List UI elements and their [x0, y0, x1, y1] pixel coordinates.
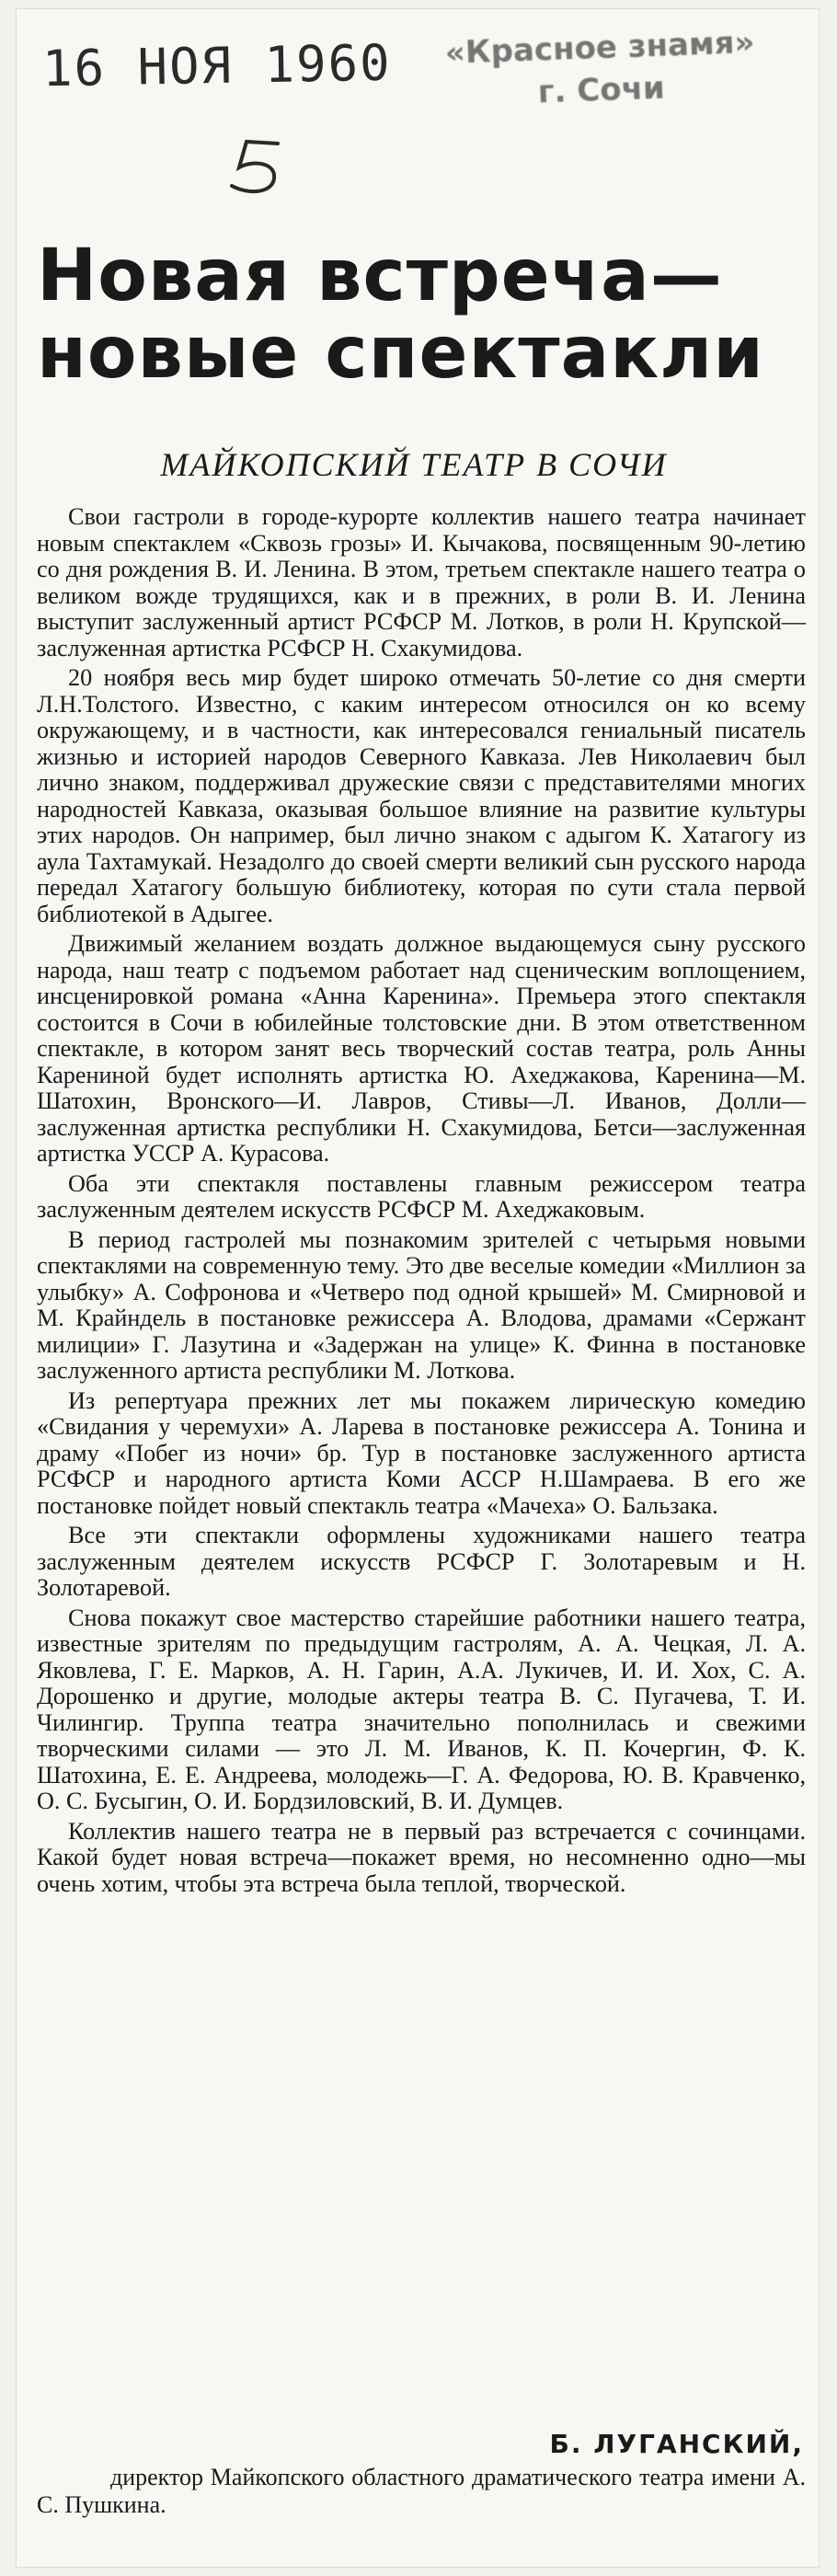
article-body — [37, 504, 806, 1901]
paragraph: Свои гастроли в городе-курорте коллектив нашего театра начинает новым спектаклем «Сквозь грозы» И. Кычакова, посвященным 90-летию со дня рождения В. И. Ленина. В этом, третьем спектакле нашего театра о великом вожде трудящихся, как и в прежних, в роли В. И. Ленина выступит заслуженный артист РСФСР М. Лотков, в роли Н. Крупской—заслуженная артистка РСФСР Н. Схакумидова. — [37, 503, 806, 661]
paragraph: Оба эти спектакля поставлены главным режиссером театра заслуженным деятелем искусств РСФСР М. Ахеджаковым. — [37, 1169, 806, 1223]
headline-line-1: Новая встреча— — [37, 235, 723, 317]
handwritten-mark-icon — [221, 136, 294, 201]
newspaper-name: «Красное знамя» — [444, 24, 756, 72]
paragraph: Движимый желанием воздать должное выдающемуся сыну русского народа, наш театр с подъемом работает над сценическим воплощением, инсценировкой романа «Анна Каренина». Премьера этого спектакля состоится в Сочи в юбилейные толстовские дни. В этом ответственном спектакле, в котором занят весь творческий состав театра, роль Анны Карениной будет исполнять артистка Ю. Ахеджакова, Каренина—М. Шатохин, Вронского—И. Лавров, Стивы—Л. Иванов, Долли—заслуженная артистка республики Н. Схакумидова, Бетси—заслуженная артистка УССР А. Курасова. — [37, 930, 806, 1167]
headline — [37, 235, 791, 395]
paragraph: Из репертуара прежних лет мы покажем лирическую комедию «Свидания у черемухи» А. Ларева в постановке режиссера А. Тонина и драму «Побег из ночи» бр. Тур в постановке заслуженного артиста РСФСР и народного артиста Коми АССР Н.Шамраева. В его же постановке пойдет новый спектакль театра «Мачеха» О. Бальзака. — [37, 1386, 806, 1519]
paragraph: Снова покажут свое мастерство старейшие работники нашего театра, известные зрителям по предыдущим гастролям, А. А. Чецкая, Л. А. Яковлева, Г. Е. Марков, А. Н. Гарин, А.А. Лукичев, И. И. Хох, С. А. Дорошенко и другие, молодые актеры театра В. С. Пугачева, Т. И. Чилингир. Труппа театра значительно пополнилась и свежими творческими силами — это Л. М. Иванов, К. П. Кочергин, Ф. К. Шатохина, Е. Е. Андреева, молодежь—Г. А. Федорова, Ю. В. Кравченко, О. С. Бусыгин, О. И. Бордзиловский, В. И. Думцев. — [37, 1604, 806, 1814]
paragraph: Коллектив нашего театра не в первый раз встречается с сочинцами. Какой будет новая встреча—покажет время, но несомненно одно—мы очень хотим, чтобы эта встреча была теплой, творческой. — [37, 1817, 806, 1897]
newspaper-city: г. Сочи — [537, 69, 666, 111]
subtitle: МАЙКОПСКИЙ ТЕАТР В СОЧИ — [160, 446, 668, 483]
paragraph: 20 ноября весь мир будет широко отмечать 50-летие со дня смерти Л.Н.Толстого. Известно, с каким интересом относился он ко всему окружающему, и в частности, как интересовался гениальный писатель жизнью и историей народов Северного Кавказа. Лев Николаевич был лично знаком, поддерживал дружеские связи с представителями многих народностей Кавказа, оказывая большое влияние на развитие культуры этих народов. Он например, был лично знаком с адыгом К. Хатагогу из аула Тахтамукай. Незадолго до своей смерти великий сын русского народа передал Хатагогу большую библиотеку, которая по сути стала первой библиотекой в Адыгее. — [37, 664, 806, 927]
paragraph: В период гастролей мы познакомим зрителей с четырьмя новыми спектаклями на современную тему. Это две веселые комедии «Миллион за улыбку» А. Софронова и «Четверо под одной крышей» М. Смирновой и М. Крайндель в постановке режиссера А. Влодова, драмами «Сержант милиции» Г. Лазутина и «Задержан на улице» К. Финна в постановке заслуженного артиста республики М. Лоткова. — [37, 1225, 806, 1384]
date-stamp: 16 НОЯ 1960 — [41, 33, 393, 98]
paragraph: Все эти спектакли оформлены художниками нашего театра заслуженным деятелем искусств РСФСР Г. Золотаревым и Н. Золотаревой. — [37, 1522, 806, 1601]
newspaper-stamp — [434, 22, 768, 118]
signature-name: Б. ЛУГАНСКИЙ, — [549, 2429, 804, 2459]
headline-line-2: новые спектакли — [37, 312, 764, 395]
signature-role: директор Майкопского областного драматического театра имени А. С. Пушкина. — [37, 2464, 806, 2518]
